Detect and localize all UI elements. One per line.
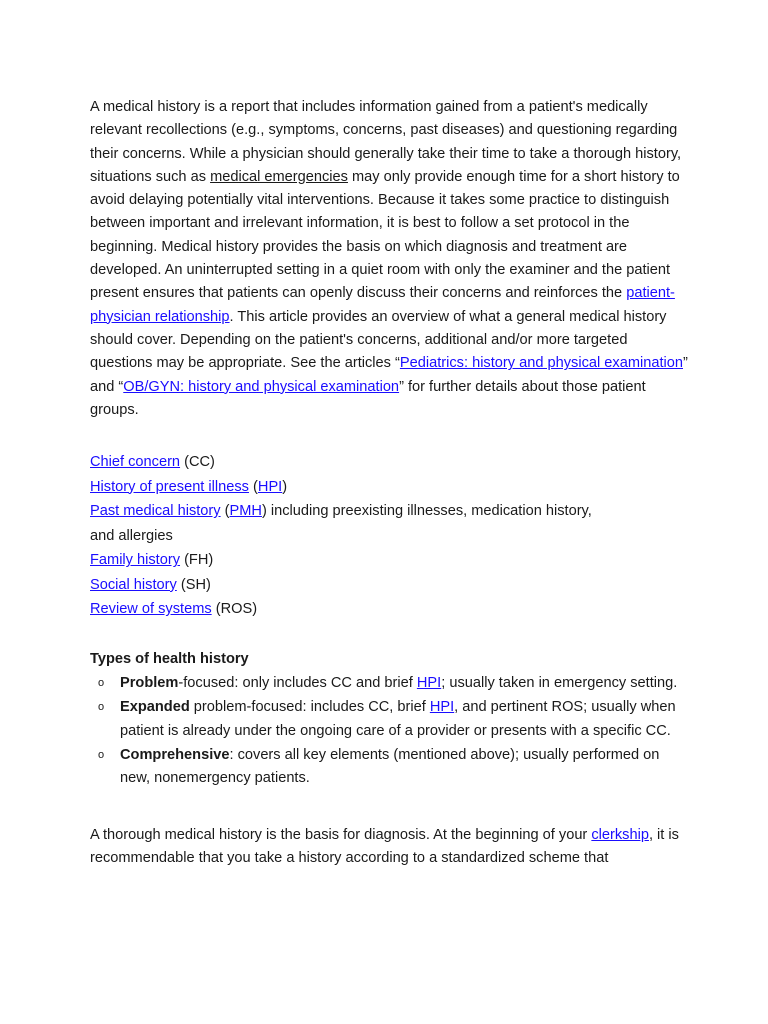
medical-emergencies-link[interactable]: medical emergencies	[210, 168, 348, 185]
section-row-pmh	[90, 499, 620, 548]
types-list	[90, 672, 690, 791]
clerkship-link[interactable]: clerkship	[591, 826, 649, 843]
document-page	[90, 96, 690, 885]
expanded-text-2: , and pertinent ROS; usually when patient is already under the ongoing care of a provider or presents with a specific CC.	[120, 699, 676, 739]
intro-text-2: may only provide enough time for a short history to avoid delaying potentially vital interventions. Because it takes some practice to distinguish between important and irrelevant information, it is best to follow a set protocol in the beginning. Medical history provides the basis on which diagnosis and treatment are developed. An uninterrupted setting in a quiet room with only the examiner and the patient present ensures that patients can openly discuss their concerns and reinforces the	[90, 168, 680, 302]
hpi-close-paren: )	[282, 478, 288, 495]
bullet-icon: o	[98, 701, 105, 714]
family-history-link[interactable]: Family history	[90, 552, 181, 569]
social-history-abbr: (SH)	[176, 576, 211, 593]
section-row-social-history	[90, 573, 690, 598]
section-row-chief-concern	[90, 450, 690, 475]
hpi-abbr-link[interactable]: HPI	[257, 478, 283, 495]
expanded-label: Expanded	[120, 699, 190, 716]
closing-paragraph	[90, 824, 690, 871]
problem-label: Problem	[120, 675, 179, 692]
problem-text-1: -focused: only includes CC and brief	[178, 675, 417, 692]
review-of-systems-abbr: (ROS)	[211, 601, 258, 618]
intro-text-3: . This article provides an overview of what a general medical history should cover. Depending on the patient's concerns, additional and/or more targeted questions may be appropriate. See the articles “	[90, 308, 667, 372]
expanded-hpi-link[interactable]: HPI	[429, 699, 455, 716]
patient-physician-relationship-link[interactable]: patient-physician relationship	[90, 285, 675, 325]
list-item	[90, 744, 690, 791]
family-history-abbr: (FH)	[180, 552, 214, 569]
pmh-abbr-link[interactable]: PMH	[229, 503, 262, 520]
history-sections-list	[90, 450, 690, 622]
types-heading: Types of health history	[90, 650, 249, 667]
section-row-family-history	[90, 548, 690, 573]
review-of-systems-link[interactable]: Review of systems	[90, 601, 212, 618]
closing-text-2: , it is recommendable that you take a history according to a standardized scheme that	[90, 826, 679, 866]
closing-text-1: A thorough medical history is the basis for diagnosis. At the beginning of your	[90, 826, 592, 843]
bullet-icon: o	[98, 677, 105, 690]
hpi-open-paren: (	[248, 478, 258, 495]
types-of-health-history	[90, 648, 690, 791]
social-history-link[interactable]: Social history	[90, 576, 177, 593]
past-medical-history-link[interactable]: Past medical history	[90, 503, 221, 520]
section-row-review-of-systems	[90, 597, 690, 622]
expanded-text-1: problem-focused: includes CC, brief	[189, 699, 430, 716]
pediatrics-history-link[interactable]: Pediatrics: history and physical examination	[399, 355, 683, 372]
chief-concern-abbr: (CC)	[180, 454, 215, 471]
obgyn-history-link[interactable]: OB/GYN: history and physical examination	[123, 378, 400, 395]
bullet-icon: o	[98, 748, 105, 761]
problem-text-2: ; usually taken in emergency setting.	[441, 675, 678, 692]
intro-text-1: A medical history is a report that includes information gained from a patient's medically relevant recollections (e.g., symptoms, concerns, past diseases) and questioning regarding their concerns. While a physician should generally take their time to take a thorough history, situations such as	[90, 99, 682, 185]
comprehensive-label: Comprehensive	[120, 746, 230, 763]
section-row-hpi	[90, 475, 690, 500]
comprehensive-text: : covers all key elements (mentioned above); usually performed on new, nonemergency patients.	[120, 746, 660, 787]
intro-paragraph	[90, 96, 690, 422]
chief-concern-link[interactable]: Chief concern	[90, 454, 181, 471]
list-item	[90, 696, 690, 743]
history-present-illness-link[interactable]: History of present illness	[90, 478, 249, 495]
pmh-open-paren: (	[220, 503, 230, 520]
intro-text-4: ” and “	[90, 355, 688, 395]
pmh-description: ) including preexisting illnesses, medication history, and allergies	[90, 503, 592, 544]
problem-hpi-link[interactable]: HPI	[416, 675, 442, 692]
list-item	[90, 672, 690, 696]
intro-text-5: ” for further details about those patient groups.	[90, 378, 646, 418]
